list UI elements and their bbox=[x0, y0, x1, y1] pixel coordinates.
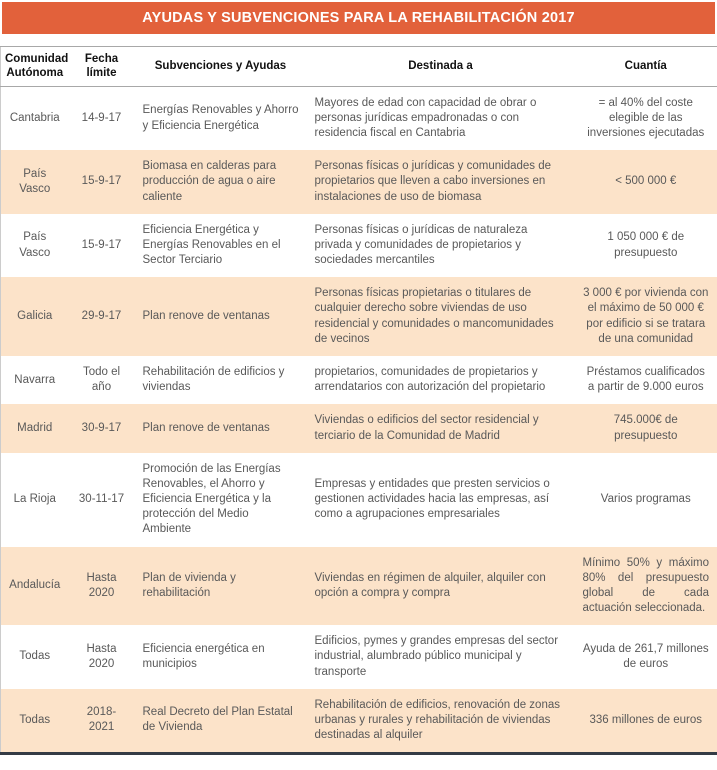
cell-comunidad: Andalucía bbox=[1, 547, 69, 626]
cell-cuantia: 1 050 000 € de presupuesto bbox=[575, 214, 717, 278]
col-header-cuantia: Cuantía bbox=[575, 47, 717, 87]
cell-subvencion: Energías Renovables y Ahorro y Eficiencia Energética bbox=[135, 86, 307, 150]
cell-fecha-limite: 2018-2021 bbox=[69, 689, 135, 754]
col-header-destinada: Destinada a bbox=[307, 47, 575, 87]
page-title: AYUDAS Y SUBVENCIONES PARA LA REHABILITACIÓN 2017 bbox=[142, 10, 575, 26]
cell-destinada: Mayores de edad con capacidad de obrar o personas jurídicas empadronadas o con residencia fiscal en Cantabria bbox=[307, 86, 575, 150]
cell-destinada: Personas físicas o jurídicas de naturaleza privada y comunidades de propietarios y sociedades mercantiles bbox=[307, 214, 575, 278]
cell-destinada: Viviendas en régimen de alquiler, alquiler con opción a compra y compra bbox=[307, 547, 575, 626]
cell-fecha-limite: Hasta 2020 bbox=[69, 625, 135, 689]
table-row bbox=[1, 356, 717, 404]
cell-subvencion: Rehabilitación de edificios y viviendas bbox=[135, 356, 307, 404]
cell-cuantia: Varios programas bbox=[575, 453, 717, 547]
cell-destinada: Viviendas o edificios del sector residencial y terciario de la Comunidad de Madrid bbox=[307, 404, 575, 452]
cell-comunidad: Navarra bbox=[1, 356, 69, 404]
table-row bbox=[1, 214, 717, 278]
cell-fecha-limite: 30-11-17 bbox=[69, 453, 135, 547]
cell-comunidad: Todas bbox=[1, 689, 69, 754]
cell-destinada: Edificios, pymes y grandes empresas del sector industrial, alumbrado público municipal y transporte bbox=[307, 625, 575, 689]
cell-subvencion: Biomasa en calderas para producción de agua o aire caliente bbox=[135, 150, 307, 214]
table-header-row bbox=[1, 47, 717, 87]
cell-fecha-limite: 29-9-17 bbox=[69, 277, 135, 356]
cell-subvencion: Plan renove de ventanas bbox=[135, 404, 307, 452]
cell-cuantia: Ayuda de 261,7 millones de euros bbox=[575, 625, 717, 689]
cell-destinada: Personas físicas propietarias o titulares de cualquier derecho sobre viviendas de uso residencial y comunidades o mancomunidades de vecinos bbox=[307, 277, 575, 356]
cell-fecha-limite: Hasta 2020 bbox=[69, 547, 135, 626]
cell-subvencion: Real Decreto del Plan Estatal de Vivienda bbox=[135, 689, 307, 754]
cell-cuantia: Mínimo 50% y máximo 80% del presupuesto global de cada actuación seleccionada. bbox=[575, 547, 717, 626]
cell-comunidad: País Vasco bbox=[1, 150, 69, 214]
table-row bbox=[1, 86, 717, 150]
cell-fecha-limite: 30-9-17 bbox=[69, 404, 135, 452]
table-row bbox=[1, 689, 717, 754]
subsidies-table bbox=[0, 46, 717, 755]
table-header bbox=[1, 47, 717, 87]
cell-comunidad: La Rioja bbox=[1, 453, 69, 547]
table-row bbox=[1, 453, 717, 547]
cell-comunidad: Todas bbox=[1, 625, 69, 689]
cell-fecha-limite: 14-9-17 bbox=[69, 86, 135, 150]
col-header-comunidad: Comunidad Autónoma bbox=[1, 47, 69, 87]
table-row bbox=[1, 547, 717, 626]
cell-cuantia: 745.000€ de presupuesto bbox=[575, 404, 717, 452]
cell-fecha-limite: Todo el año bbox=[69, 356, 135, 404]
cell-fecha-limite: 15-9-17 bbox=[69, 150, 135, 214]
page-title-banner bbox=[2, 2, 715, 34]
col-header-subvenciones: Subvenciones y Ayudas bbox=[135, 47, 307, 87]
table-row bbox=[1, 404, 717, 452]
cell-destinada: Personas físicas o jurídicas y comunidades de propietarios que lleven a cabo inversiones en instalaciones de uso de biomasa bbox=[307, 150, 575, 214]
cell-comunidad: Cantabria bbox=[1, 86, 69, 150]
cell-subvencion: Plan renove de ventanas bbox=[135, 277, 307, 356]
cell-subvencion: Plan de vivienda y rehabilitación bbox=[135, 547, 307, 626]
cell-subvencion: Promoción de las Energías Renovables, el Ahorro y Eficiencia Energética y la protección del Medio Ambiente bbox=[135, 453, 307, 547]
cell-subvencion: Eficiencia Energética y Energías Renovables en el Sector Terciario bbox=[135, 214, 307, 278]
cell-cuantia: = al 40% del coste elegible de las inversiones ejecutadas bbox=[575, 86, 717, 150]
col-header-fecha: Fecha límite bbox=[69, 47, 135, 87]
table-body bbox=[1, 86, 717, 754]
cell-comunidad: País Vasco bbox=[1, 214, 69, 278]
cell-fecha-limite: 15-9-17 bbox=[69, 214, 135, 278]
cell-destinada: propietarios, comunidades de propietarios y arrendatarios con autorización del propietario bbox=[307, 356, 575, 404]
cell-cuantia: 3 000 € por vivienda con el máximo de 50 000 € por edificio si se tratara de una comunidad bbox=[575, 277, 717, 356]
table-row bbox=[1, 277, 717, 356]
cell-comunidad: Madrid bbox=[1, 404, 69, 452]
cell-cuantia: < 500 000 € bbox=[575, 150, 717, 214]
cell-cuantia: Préstamos cualificados a partir de 9.000 euros bbox=[575, 356, 717, 404]
table-row bbox=[1, 625, 717, 689]
table-row bbox=[1, 150, 717, 214]
cell-destinada: Empresas y entidades que presten servicios o gestionen actividades hacia las empresas, así como a agrupaciones empresariales bbox=[307, 453, 575, 547]
cell-subvencion: Eficiencia energética en municipios bbox=[135, 625, 307, 689]
cell-comunidad: Galicia bbox=[1, 277, 69, 356]
cell-cuantia: 336 millones de euros bbox=[575, 689, 717, 754]
cell-destinada: Rehabilitación de edificios, renovación de zonas urbanas y rurales y rehabilitación de viviendas destinadas al alquiler bbox=[307, 689, 575, 754]
